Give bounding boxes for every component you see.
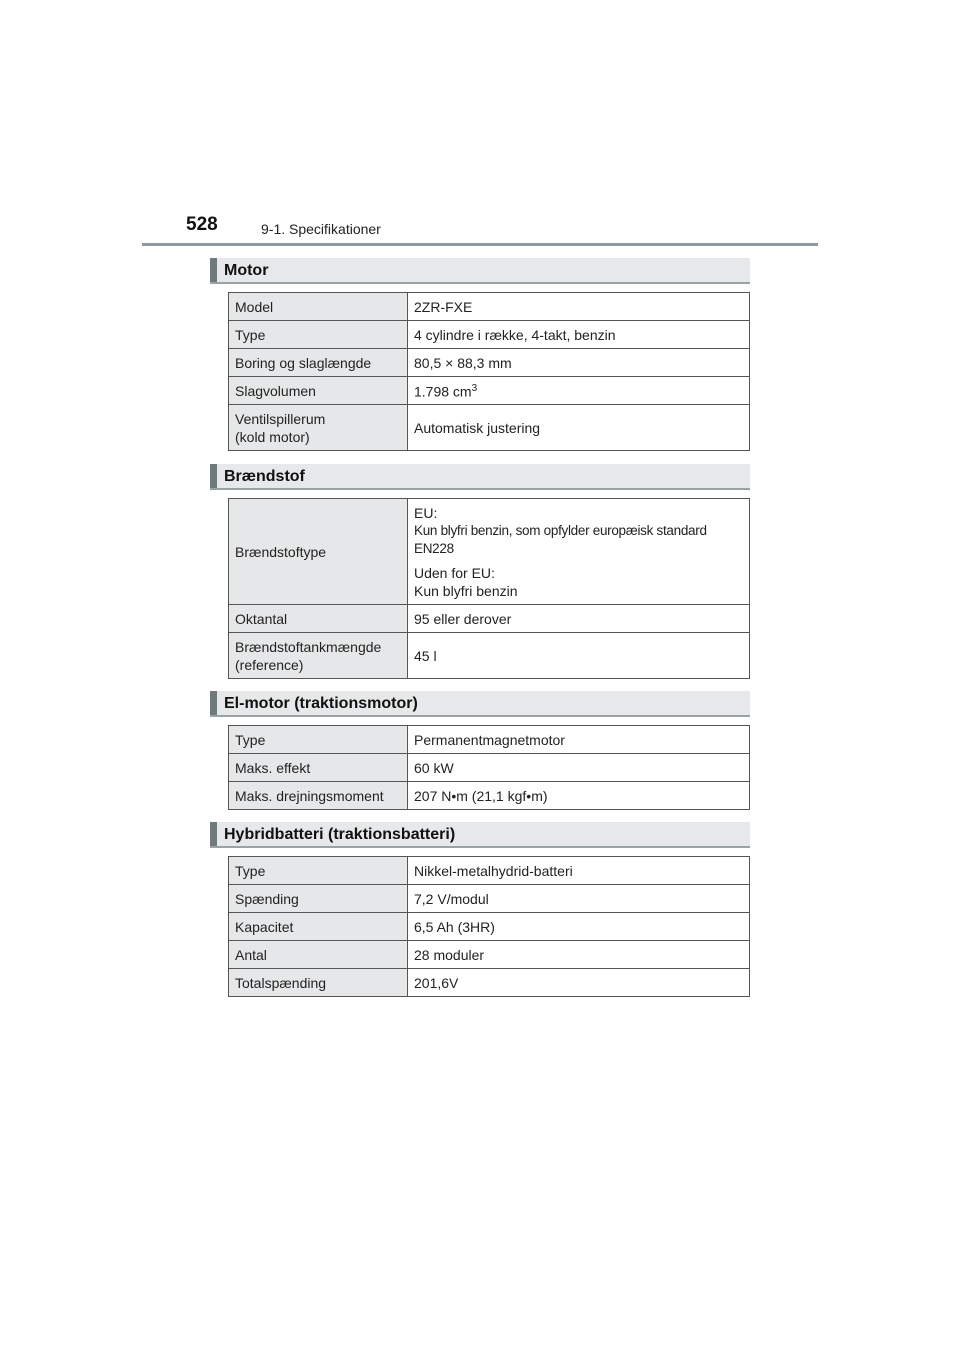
chapter-title: 9-1. Specifikationer bbox=[261, 221, 381, 237]
table-row bbox=[229, 782, 750, 810]
battery-table bbox=[228, 856, 750, 997]
motor-table bbox=[228, 292, 750, 451]
row-value: Nikkel-metalhydrid-batteri bbox=[408, 857, 750, 885]
row-value: 7,2 V/modul bbox=[408, 885, 750, 913]
key-line: (reference) bbox=[235, 656, 304, 673]
row-key: Oktantal bbox=[229, 605, 408, 633]
table-row bbox=[229, 605, 750, 633]
row-key: Type bbox=[229, 857, 408, 885]
row-value bbox=[408, 377, 750, 405]
table-row bbox=[229, 726, 750, 754]
section-header-battery bbox=[210, 822, 750, 848]
emotor-table bbox=[228, 725, 750, 810]
table-row bbox=[229, 941, 750, 969]
section-title: Brændstof bbox=[224, 468, 305, 485]
table-row bbox=[229, 754, 750, 782]
row-key: Antal bbox=[229, 941, 408, 969]
row-key: Type bbox=[229, 726, 408, 754]
row-key bbox=[229, 633, 408, 679]
section-title: El-motor (traktionsmotor) bbox=[224, 695, 418, 712]
table-row bbox=[229, 405, 750, 451]
row-value: 28 moduler bbox=[408, 941, 750, 969]
table-row bbox=[229, 913, 750, 941]
table-row bbox=[229, 969, 750, 997]
row-value: Automatisk justering bbox=[408, 405, 750, 451]
section-header-motor bbox=[210, 258, 750, 284]
section-title: Motor bbox=[224, 262, 269, 279]
section-marker bbox=[210, 258, 217, 282]
superscript: 3 bbox=[471, 383, 478, 395]
table-row bbox=[229, 885, 750, 913]
row-key: Maks. effekt bbox=[229, 754, 408, 782]
row-key bbox=[229, 405, 408, 451]
row-value: 80,5 × 88,3 mm bbox=[408, 349, 750, 377]
row-value: 6,5 Ah (3HR) bbox=[408, 913, 750, 941]
section-header-emotor bbox=[210, 691, 750, 717]
row-key: Totalspænding bbox=[229, 969, 408, 997]
table-row bbox=[229, 633, 750, 679]
row-value: 4 cylindre i række, 4-takt, benzin bbox=[408, 321, 750, 349]
page-number: 528 bbox=[186, 214, 218, 235]
row-key: Slagvolumen bbox=[229, 377, 408, 405]
section-marker bbox=[210, 691, 217, 715]
key-line: Ventilspillerum bbox=[235, 410, 326, 427]
row-value: 45 l bbox=[408, 633, 750, 679]
non-eu-label: Uden for EU: bbox=[414, 564, 495, 581]
eu-text bbox=[414, 522, 743, 558]
row-value: 201,6V bbox=[408, 969, 750, 997]
row-key: Kapacitet bbox=[229, 913, 408, 941]
row-key: Spænding bbox=[229, 885, 408, 913]
row-key: Maks. drejningsmoment bbox=[229, 782, 408, 810]
table-row bbox=[229, 857, 750, 885]
row-value: Permanentmagnetmotor bbox=[408, 726, 750, 754]
table-row bbox=[229, 293, 750, 321]
section-marker bbox=[210, 464, 217, 488]
table-row bbox=[229, 377, 750, 405]
row-value: 60 kW bbox=[408, 754, 750, 782]
section-header-fuel bbox=[210, 464, 750, 490]
eu-text-line: EN228 bbox=[414, 540, 454, 556]
section-marker bbox=[210, 822, 217, 846]
section-title: Hybridbatteri (traktionsbatteri) bbox=[224, 826, 456, 843]
key-line: (kold motor) bbox=[235, 428, 310, 445]
eu-label: EU: bbox=[414, 504, 438, 521]
row-value: 207 N•m (21,1 kgf•m) bbox=[408, 782, 750, 810]
row-value bbox=[408, 499, 750, 605]
fuel-table bbox=[228, 498, 750, 679]
eu-text-line: Kun blyfri benzin, som opfylder europæisk standard bbox=[414, 522, 707, 538]
row-value: 2ZR-FXE bbox=[408, 293, 750, 321]
row-key: Type bbox=[229, 321, 408, 349]
table-row bbox=[229, 321, 750, 349]
value-text: 1.798 cm bbox=[414, 383, 472, 400]
non-eu-text: Kun blyfri benzin bbox=[414, 582, 518, 599]
row-value: 95 eller derover bbox=[408, 605, 750, 633]
key-line: Brændstoftankmængde bbox=[235, 638, 382, 655]
row-key: Boring og slaglængde bbox=[229, 349, 408, 377]
row-key: Brændstoftype bbox=[229, 499, 408, 605]
row-key: Model bbox=[229, 293, 408, 321]
header-rule bbox=[142, 243, 818, 246]
table-row bbox=[229, 349, 750, 377]
table-row bbox=[229, 499, 750, 605]
